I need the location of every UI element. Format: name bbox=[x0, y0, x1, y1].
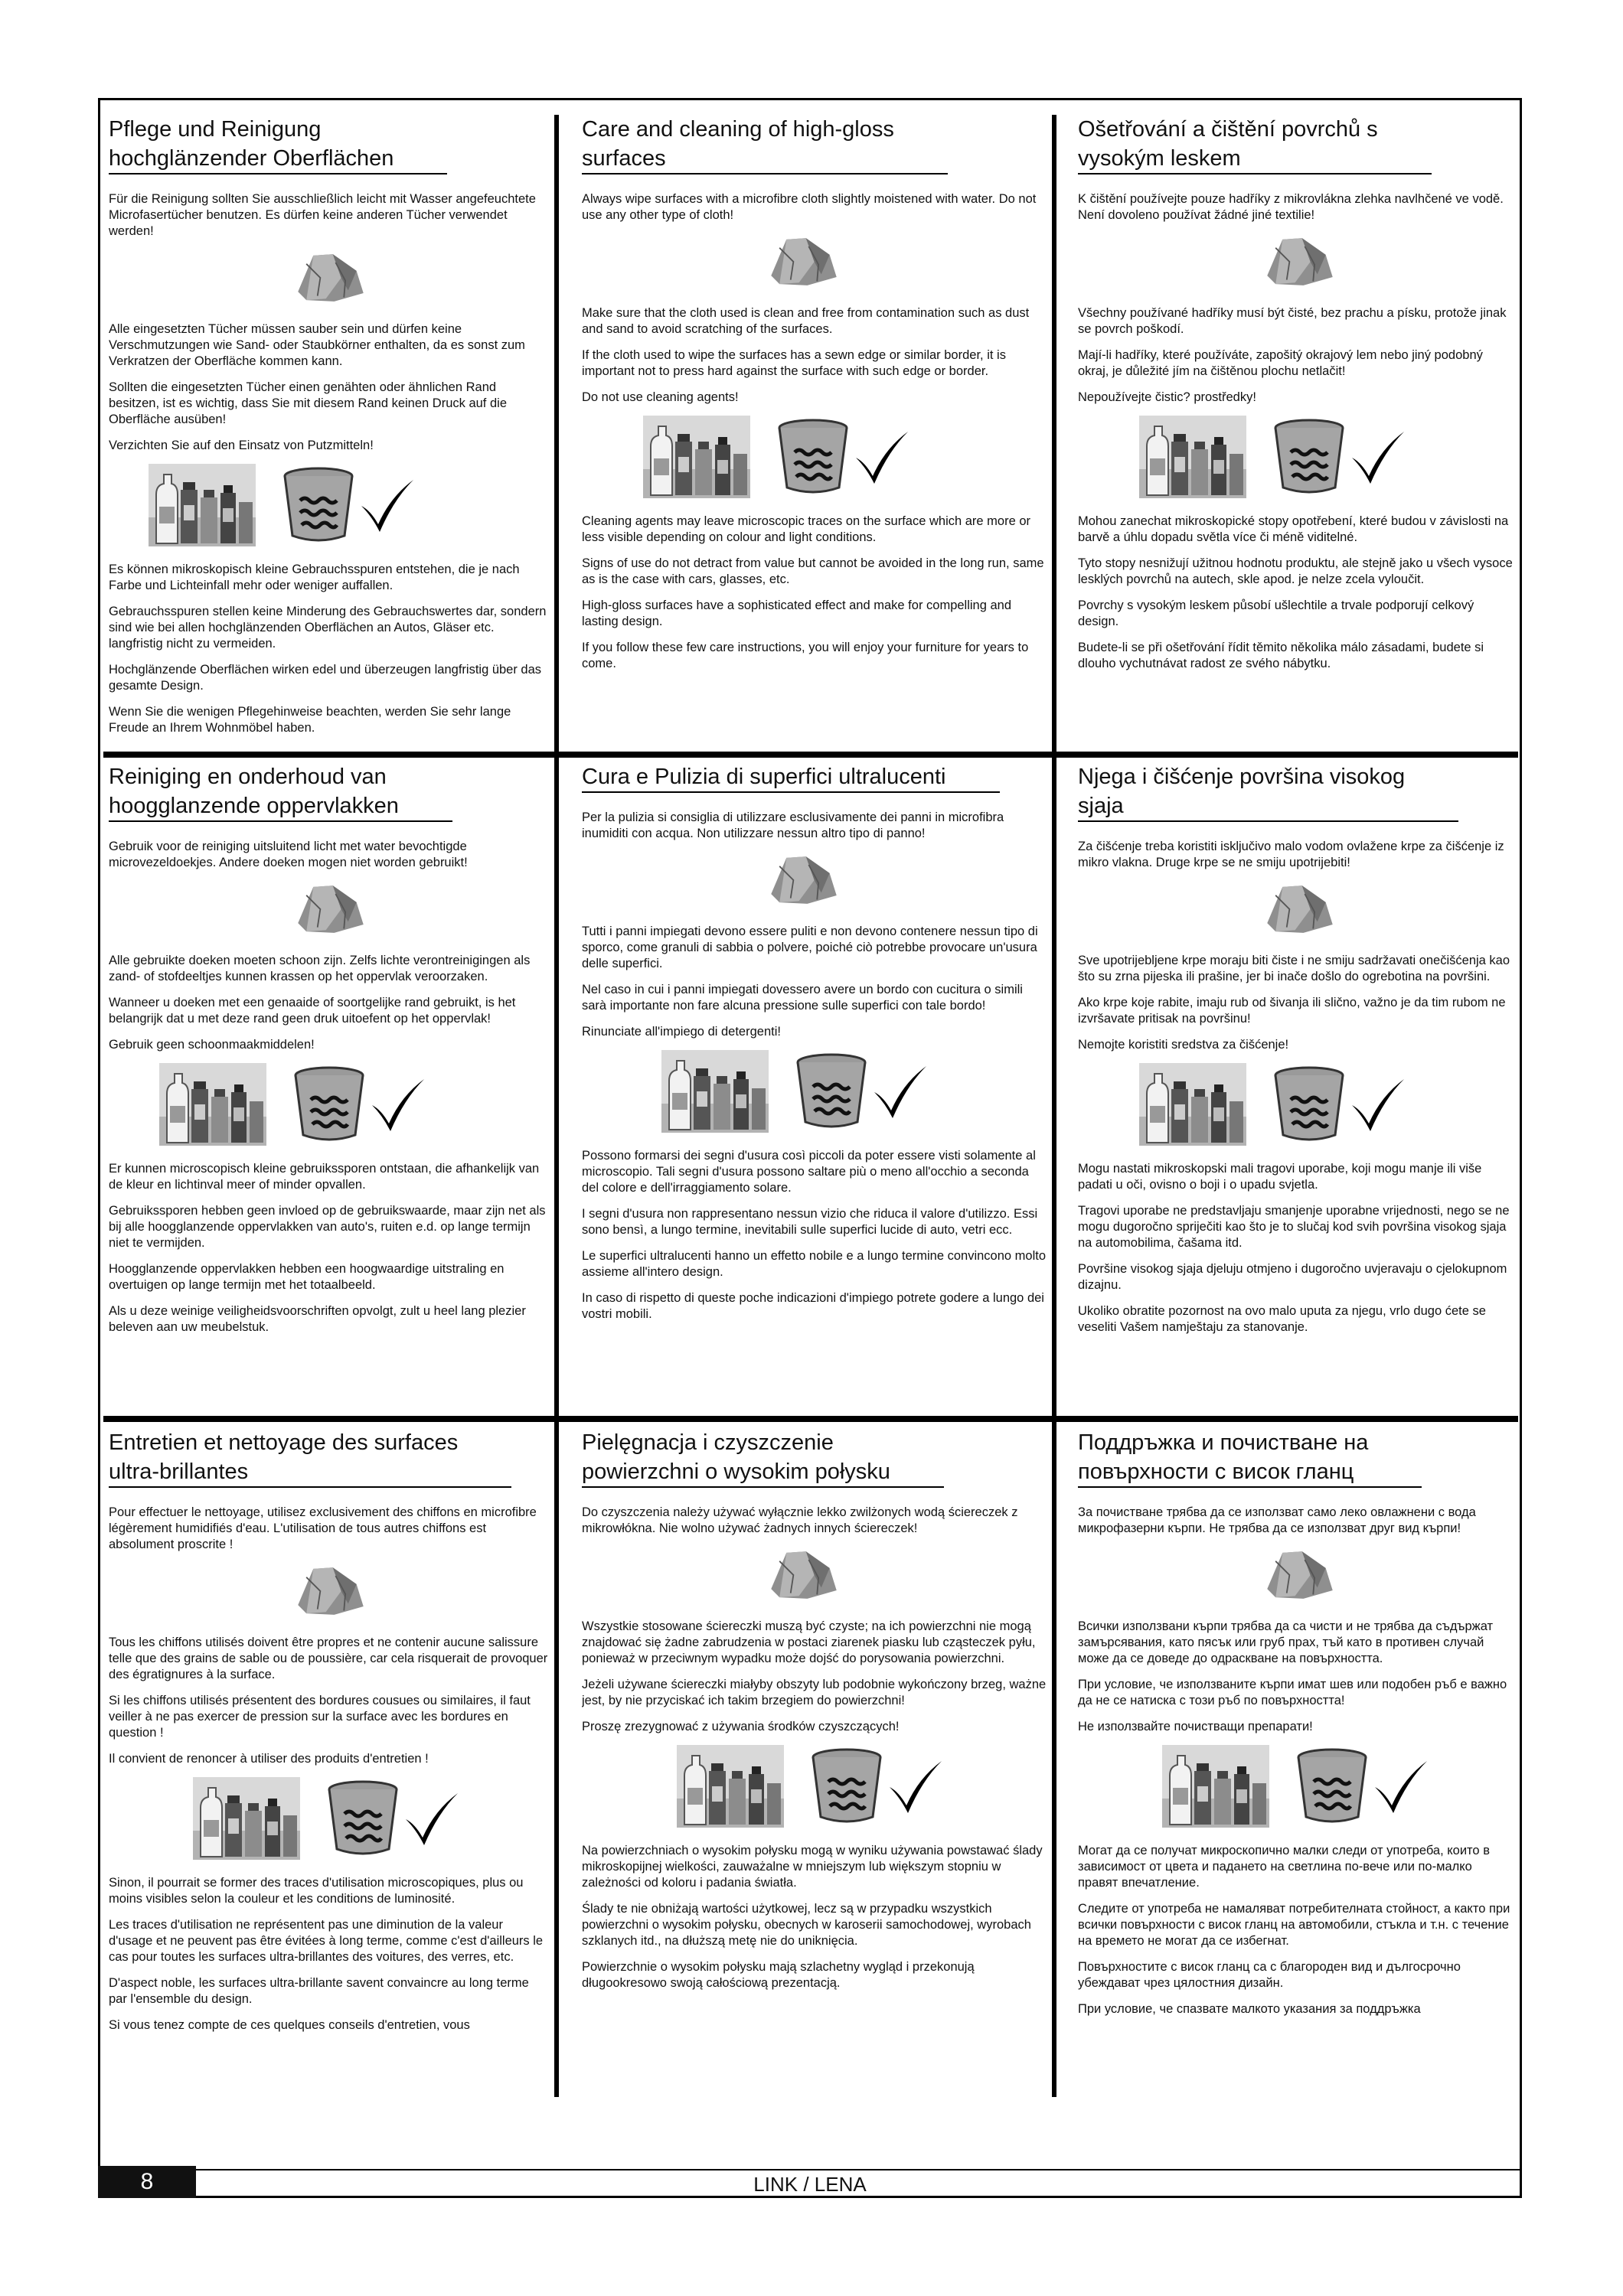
paragraph: Wenn Sie die wenigen Pflegehinweise beachten, werden Sie sehr lange Freude an Ihrem Wohnmöbel haben. bbox=[109, 705, 511, 735]
paragraph: Hoogglanzende oppervlakken hebben een hoogwaardige uitstraling en overtuigen op lange termijn met het totaalbeeld. bbox=[109, 1262, 505, 1292]
section-it bbox=[582, 762, 1047, 1413]
paragraph: High-gloss surfaces have a sophisticated effect and make for compelling and lasting design. bbox=[582, 598, 1012, 628]
paragraph: Sollten die eingesetzten Tücher einen genähten oder ähnlichen Rand besitzen, ist es wichtig, dass Sie mit diesem Rand keinen Druck auf die Oberfläche ausüben! bbox=[109, 380, 507, 426]
paragraph: Ślady te nie obniżają wartości użytkowej, lecz są w przypadku wszystkich powierzchni o wysokim połysku, obecnych w karoserii samochodowej, wyrobach szklanych itd., na dłuższą metę nie do uniknięcia. bbox=[582, 1902, 1031, 1948]
water-bucket-icon bbox=[326, 1779, 400, 1858]
paragraph: Powierzchnie o wysokim połysku mają szlachetny wygląd i przekonują długookresowo swoją całościową prezentacją. bbox=[582, 1960, 975, 1990]
paragraph: Следите от употреба не намаляват потребителната стойност, а както при всички повърхности с висок гланц на автомобили, стъкла и т.н. с течение на времето не могат да се избегнат. bbox=[1078, 1902, 1510, 1948]
checkmark-icon bbox=[853, 429, 909, 485]
product-name: LINK / LENA bbox=[753, 2173, 867, 2196]
page-number: 8 bbox=[98, 2166, 196, 2198]
paragraph: Wanneer u doeken met een genaaide of soortgelijke rand gebruikt, is het belangrijk dat u met deze rand geen druk uitoefent op het oppervlak! bbox=[109, 996, 516, 1026]
cleaning-products-icon bbox=[1139, 416, 1246, 498]
paragraph: If you follow these few care instructions, you will enjoy your furniture for years to come. bbox=[582, 641, 1029, 670]
cleaning-products-icon bbox=[643, 416, 750, 498]
no-cleaning-agents-illustration bbox=[643, 416, 1047, 498]
no-cleaning-agents-illustration bbox=[677, 1745, 1047, 1828]
microfibre-cloth-icon bbox=[766, 1547, 842, 1603]
paragraph: Za čišćenje treba koristiti isključivo malo vodom ovlažene krpe za čišćenje iz mikro vlakna. Druge krpe se ne smiju upotrijebiti! bbox=[1078, 840, 1504, 869]
section-pl bbox=[582, 1428, 1047, 2111]
no-cleaning-agents-illustration bbox=[661, 1050, 1047, 1133]
paragraph: Gebruik voor de reiniging uitsluitend licht met water bevochtigde microvezeldoekjes. Andere doeken mogen niet worden gebruikt! bbox=[109, 840, 468, 869]
section-title: Care and cleaning of high-gloss surfaces bbox=[582, 115, 948, 174]
page-footer bbox=[98, 2166, 1522, 2198]
water-bucket-icon bbox=[1272, 1065, 1346, 1144]
paragraph: Mají-li hadříky, které používáte, zapošitý okrajový lem nebo jiný podobný okraj, je důležité jím na čištěnou plochu netlačit! bbox=[1078, 348, 1483, 378]
section-title: Поддръжка и почистване на повърхности с висок гланц bbox=[1078, 1428, 1422, 1488]
section-hr bbox=[1078, 762, 1514, 1413]
paragraph: Als u deze weinige veiligheidsvoorschriften opvolgt, zult u heel lang plezier beleven aan uw meubelstuk. bbox=[109, 1304, 526, 1334]
section-title: Reiniging en onderhoud van hoogglanzende oppervlakken bbox=[109, 762, 452, 822]
section-title: Entretien et nettoyage des surfaces ultra-brillantes bbox=[109, 1428, 511, 1488]
checkmark-icon bbox=[403, 1790, 459, 1847]
paragraph: Les traces d'utilisation ne représentent pas une diminution de la valeur d'usage et ne peuvent pas être évitées à long terme, comme c'est d'ailleurs le cas pour toutes les surfaces ultra-brillantes des voitures, des verres, etc. bbox=[109, 1918, 544, 1964]
paragraph: Verzichten Sie auf den Einsatz von Putzmitteln! bbox=[109, 439, 374, 452]
paragraph: Alle eingesetzten Tücher müssen sauber sein und dürfen keine Verschmutzungen wie Sand- oder Staubkörner enthalten, da es sonst zum Verkratzen der Oberfläche kommen kann. bbox=[109, 322, 525, 368]
paragraph: Le superfici ultralucenti hanno un effetto nobile e a lungo termine convincono molto assieme all'intero design. bbox=[582, 1249, 1047, 1279]
paragraph: Povrchy s vysokým leskem působí ušlechtile a trvale podporují celkový design. bbox=[1078, 598, 1474, 628]
paragraph: Ukoliko obratite pozornost na ovo malo uputa za njegu, vrlo dugo ćete se veseliti Vašem namještaju za stanovanje. bbox=[1078, 1304, 1486, 1334]
paragraph: Не използвайте почистващи препарати! bbox=[1078, 1720, 1313, 1733]
water-bucket-icon bbox=[282, 465, 355, 545]
checkmark-icon bbox=[369, 1076, 426, 1133]
paragraph: Všechny používané hadříky musí být čisté, bez prachu a písku, protože jinak se povrch poškodí. bbox=[1078, 306, 1507, 336]
paragraph: Mohou zanechat mikroskopické stopy opotřebení, které budou v závislosti na barvě a úhlu dopadu světla více či méně viditelné. bbox=[1078, 514, 1509, 544]
paragraph: За почистване трябва да се използват само леко овлажнени с вода микрофазерни кърпи. Не трябва да се използват друг вид кърпи! bbox=[1078, 1505, 1476, 1535]
section-fr bbox=[109, 1428, 549, 2111]
paragraph: Gebruik geen schoonmaakmiddelen! bbox=[109, 1038, 315, 1052]
cleaning-products-icon bbox=[149, 464, 256, 546]
paragraph: Gebrauchsspuren stellen keine Minderung des Gebrauchswertes dar, sondern sind wie bei allen hochglänzenden Oberflächen an Autos, Gläser etc. langfristig nicht zu vermeiden. bbox=[109, 605, 547, 651]
paragraph: Sinon, il pourrait se former des traces d'utilisation microscopiques, plus ou moins visibles selon la couleur et les conditions de luminosité. bbox=[109, 1876, 524, 1906]
checkmark-icon bbox=[1372, 1758, 1429, 1815]
water-bucket-icon bbox=[795, 1052, 868, 1131]
paragraph: In caso di rispetto di queste poche indicazioni d'impiego potrete godere a lungo dei vostri mobili. bbox=[582, 1291, 1044, 1321]
paragraph: Pour effectuer le nettoyage, utilisez exclusivement des chiffons en microfibre légèrement humidifiés d'eau. L'utilisation de tous autres chiffons est absolument proscrite ! bbox=[109, 1505, 537, 1551]
paragraph: Cleaning agents may leave microscopic traces on the surface which are more or less visible depending on colour and light conditions. bbox=[582, 514, 1031, 544]
paragraph: Si vous tenez compte de ces quelques conseils d'entretien, vous bbox=[109, 2018, 470, 2032]
section-de bbox=[109, 115, 549, 748]
section-bg bbox=[1078, 1428, 1514, 2111]
checkmark-icon bbox=[871, 1063, 928, 1120]
no-cleaning-agents-illustration bbox=[1139, 416, 1514, 498]
paragraph: Do czyszczenia należy używać wyłącznie lekko zwilżonych wodą ściereczek z mikrowłókna. Nie wolno używać żadnych innych ściereczek! bbox=[582, 1505, 1018, 1535]
paragraph: Er kunnen microscopisch kleine gebruikssporen ontstaan, die afhankelijk van de kleur en lichtinval meer of minder opvallen. bbox=[109, 1162, 540, 1192]
checkmark-icon bbox=[358, 477, 415, 533]
section-cs bbox=[1078, 115, 1514, 748]
section-title: Cura e Pulizia di superfici ultralucenti bbox=[582, 762, 1000, 793]
row-divider bbox=[103, 752, 1518, 758]
paragraph: Nemojte koristiti sredstva za čišćenje! bbox=[1078, 1038, 1289, 1052]
paragraph: Površine visokog sjaja djeluju otmjeno i dugoročno uvjeravaju o cjelokupnom dizajnu. bbox=[1078, 1262, 1507, 1292]
checkmark-icon bbox=[1349, 429, 1406, 485]
paragraph: Tyto stopy nesnižují užitnou hodnotu produktu, ale stejně jako u všech vysoce lesklých povrchů na autech, skle apod. je nelze zcela vyloučit. bbox=[1078, 556, 1513, 586]
paragraph: I segni d'usura non rappresentano nessun vizio che riduca il valore d'utilizzo. Essi sono bensì, a lungo termine, inevitabili sulle superfici lucide di auto, vetri ecc. bbox=[582, 1207, 1038, 1237]
paragraph: Tutti i panni impiegati devono essere puliti e non devono contenere nessun tipo di sporco, come granuli di sabbia o polvere, poiché ciò potrebbe provocare un'usura delle superfici. bbox=[582, 925, 1038, 970]
no-cleaning-agents-illustration bbox=[149, 464, 549, 546]
microfibre-cloth-icon bbox=[292, 1563, 369, 1619]
paragraph: Nel caso in cui i panni impiegati dovessero avere un bordo con cucitura o simili sarà importante non fare alcuna pressione sulle superfici con tale bordo! bbox=[582, 983, 1023, 1013]
paragraph: Il convient de renoncer à utiliser des produits d'entretien ! bbox=[109, 1752, 429, 1766]
paragraph: Wszystkie stosowane ściereczki muszą być czyste; na ich powierzchni nie mogą znajdować się żadne zabrudzenia w postaci ziarenek piasku lub cząsteczek pyłu, ponieważ w przeciwnym wypadku może dojść do porysowania powierzchni. bbox=[582, 1619, 1036, 1665]
paragraph: Jeżeli używane ściereczki miałyby obszyty lub podobnie wykończony brzeg, ważne jest, by nie przyciskać ich takim brzegiem do powierzchni! bbox=[582, 1678, 1047, 1707]
paragraph: Always wipe surfaces with a microfibre cloth slightly moistened with water. Do not use any other type of cloth! bbox=[582, 192, 1037, 222]
microfibre-cloth-icon bbox=[292, 881, 369, 938]
section-nl bbox=[109, 762, 549, 1413]
microfibre-cloth-icon bbox=[766, 233, 842, 290]
section-title: Pflege und Reinigung hochglänzender Oberflächen bbox=[109, 115, 447, 174]
paragraph: Es können mikroskopisch kleine Gebrauchsspuren entstehen, die je nach Farbe und Lichteinfall mehr oder weniger auffallen. bbox=[109, 563, 520, 592]
paragraph: Do not use cleaning agents! bbox=[582, 390, 739, 404]
paragraph: D'aspect noble, les surfaces ultra-brillante savent convaincre au long terme par l'ensemble du design. bbox=[109, 1976, 529, 2006]
cleaning-products-icon bbox=[193, 1777, 300, 1860]
microfibre-cloth-icon bbox=[1262, 881, 1338, 938]
paragraph: Hochglänzende Oberflächen wirken edel und überzeugen langfristig über das gesamte Design. bbox=[109, 663, 542, 693]
cleaning-products-icon bbox=[661, 1050, 769, 1133]
paragraph: Si les chiffons utilisés présentent des bordures cousues ou similaires, il faut veiller à ne pas exercer de pression sur la surface avec les bordures en question ! bbox=[109, 1694, 531, 1740]
paragraph: Всички използвани кърпи трябва да са чисти и не трябва да съдържат замърсявания, като пясък или груб прах, тъй като в противен случай може да се доведе до одраскване на повърхността. bbox=[1078, 1619, 1494, 1665]
cleaning-products-icon bbox=[677, 1745, 784, 1828]
no-cleaning-agents-illustration bbox=[193, 1777, 549, 1860]
cleaning-products-icon bbox=[1162, 1745, 1269, 1828]
paragraph: Signs of use do not detract from value but cannot be avoided in the long run, same as is the case with cars, glasses, etc. bbox=[582, 556, 1044, 586]
paragraph: Per la pulizia si consiglia di utilizzare esclusivamente dei panni in microfibra inumiditi con acqua. Non utilizzare nessun altro tipo di panno! bbox=[582, 810, 1004, 840]
paragraph: Nepoužívejte čistic? prostředky! bbox=[1078, 390, 1256, 404]
paragraph: При условие, че използваните кърпи имат шев или подобен ръб е важно да не се натиска с този ръб по повърхността! bbox=[1078, 1678, 1507, 1707]
paragraph: Ako krpe koje rabite, imaju rub od šivanja ili slično, važno je da tim rubom ne izvršavate pritisak na površinu! bbox=[1078, 996, 1506, 1026]
paragraph: Für die Reinigung sollten Sie ausschließlich leicht mit Wasser angefeuchtete Microfasertücher benutzen. Es dürfen keine anderen Tücher verwendet werden! bbox=[109, 192, 536, 238]
paragraph: Sve upotrijebljene krpe moraju biti čiste i ne smiju sadržavati onečišćenja kao što su zrna pijeska ili prašine, jer bi inače došlo do ogrebotina na površini. bbox=[1078, 954, 1510, 983]
paragraph: If the cloth used to wipe the surfaces has a sewn edge or similar border, it is important not to press hard against the surface with such edge or border. bbox=[582, 348, 1006, 378]
microfibre-cloth-icon bbox=[1262, 233, 1338, 290]
paragraph: Make sure that the cloth used is clean and free from contamination such as dust and sand to avoid scratching of the surfaces. bbox=[582, 306, 1030, 336]
paragraph: Mogu nastati mikroskopski mali tragovi uporabe, koji mogu manje ili više padati u oči, ovisno o boji i o upadu svjetla. bbox=[1078, 1162, 1482, 1192]
checkmark-icon bbox=[887, 1758, 943, 1815]
no-cleaning-agents-illustration bbox=[1139, 1063, 1514, 1146]
water-bucket-icon bbox=[810, 1746, 883, 1826]
cleaning-products-icon bbox=[159, 1063, 266, 1146]
paragraph: При условие, че спазвате малкото указания за поддръжка bbox=[1078, 2002, 1421, 2016]
water-bucket-icon bbox=[292, 1065, 366, 1144]
no-cleaning-agents-illustration bbox=[1162, 1745, 1514, 1828]
cleaning-products-icon bbox=[1139, 1063, 1246, 1146]
microfibre-cloth-icon bbox=[292, 249, 369, 306]
water-bucket-icon bbox=[776, 417, 850, 497]
checkmark-icon bbox=[1349, 1076, 1406, 1133]
paragraph: Proszę zrezygnować z używania środków czyszczących! bbox=[582, 1720, 900, 1733]
row-divider bbox=[103, 1416, 1518, 1422]
paragraph: Rinunciate all'impiego di detergenti! bbox=[582, 1025, 781, 1039]
paragraph: Tragovi uporabe ne predstavljaju smanjenje uporabne vrijednosti, nego se ne mogu dugoročno spriječiti kao što je to slučaj kod svih površina visokog sjaja na automobilima, čašama itd. bbox=[1078, 1204, 1510, 1250]
section-en bbox=[582, 115, 1047, 748]
water-bucket-icon bbox=[1295, 1746, 1369, 1826]
water-bucket-icon bbox=[1272, 417, 1346, 497]
paragraph: Budete-li se při ošetřování řídit těmito několika málo zásadami, budete si dlouho vychutnávat radost ze svého nábytku. bbox=[1078, 641, 1484, 670]
column-divider bbox=[554, 115, 559, 2097]
section-title: Ošetřování a čištění povrchů s vysokým leskem bbox=[1078, 115, 1432, 174]
paragraph: Na powierzchniach o wysokim połysku mogą w wyniku używania powstawać ślady mikroskopijnej wielkości, zauważalne w mniejszym lub większym stopniu w zależności od koloru i padania światła. bbox=[582, 1844, 1043, 1890]
microfibre-cloth-icon bbox=[766, 852, 842, 908]
paragraph: Gebruikssporen hebben geen invloed op de gebruikswaarde, maar zijn net als bij alle hoogglanzende oppervlakken van auto's, ruiten e.d. op lange termijn niet te vermijden. bbox=[109, 1204, 546, 1250]
paragraph: Повърхностите с висок гланц са с благороден вид и дългосрочно убеждават чрез цялостния дизайн. bbox=[1078, 1960, 1461, 1990]
paragraph: Alle gebruikte doeken moeten schoon zijn. Zelfs lichte verontreinigingen als zand- of stofdeeltjes kunnen krassen op het oppervlak veroorzaken. bbox=[109, 954, 531, 983]
column-divider bbox=[1052, 115, 1056, 2097]
section-title: Pielęgnacja i czyszczenie powierzchni o wysokim połysku bbox=[582, 1428, 944, 1488]
paragraph: K čištění používejte pouze hadříky z mikrovlákna zlehka navlhčené ve vodě. Není dovoleno používat žádné jiné textilie! bbox=[1078, 192, 1504, 222]
paragraph: Tous les chiffons utilisés doivent être propres et ne contenir aucune salissure telle que des grains de sable ou de poussière, car cela risquerait de provoquer des égratignures à la surface. bbox=[109, 1636, 548, 1681]
section-title: Njega i čišćenje površina visokog sjaja bbox=[1078, 762, 1458, 822]
paragraph: Могат да се получат микроскопично малки следи от употреба, които в зависимост от цвета и падането на светлина по-вече или по-малко правят впечатление. bbox=[1078, 1844, 1490, 1890]
microfibre-cloth-icon bbox=[1262, 1547, 1338, 1603]
no-cleaning-agents-illustration bbox=[159, 1063, 549, 1146]
paragraph: Possono formarsi dei segni d'usura così piccoli da poter essere visti solamente al microscopio. Tali segni d'usura possono saltare più o meno all'occhio a seconda del colore e dell'irraggiamento solare. bbox=[582, 1149, 1036, 1195]
